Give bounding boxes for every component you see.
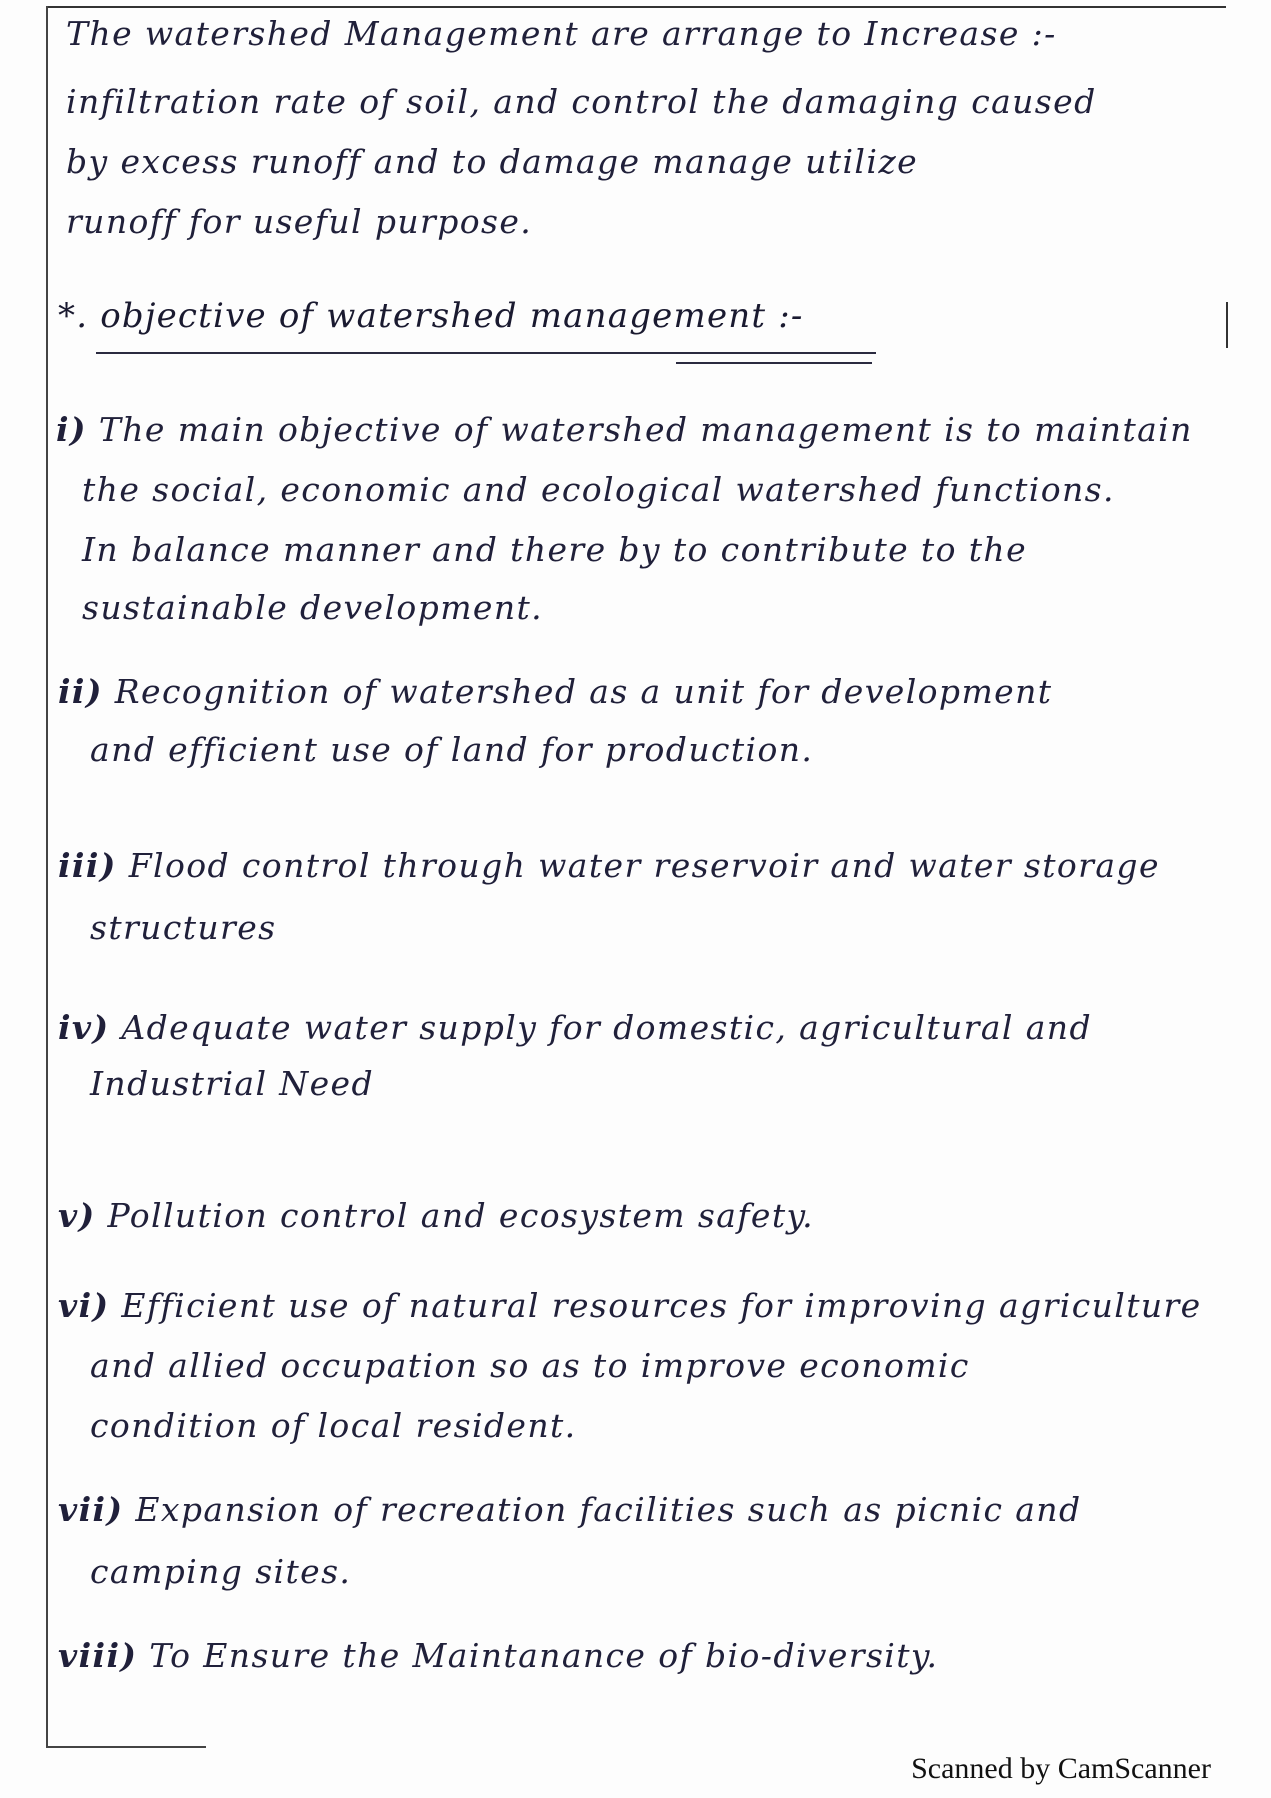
heading-double-underline [676, 362, 872, 364]
page-top-border [46, 6, 1226, 8]
objective-6-line-2: and allied occupation so as to improve economic [90, 1346, 970, 1385]
right-margin-mark [1226, 302, 1228, 348]
objective-8-number: viii) [58, 1636, 138, 1675]
objective-1-number: i) [56, 410, 87, 449]
objective-1-line-3: In balance manner and there by to contribute to the [82, 530, 1027, 569]
intro-line-4: runoff for useful purpose. [66, 202, 533, 241]
objective-1-line-1: i) The main objective of watershed management is to maintain [56, 410, 1193, 449]
objective-3-number: iii) [58, 846, 117, 885]
objective-2-line-2: and efficient use of land for production. [90, 730, 814, 769]
objective-7-number: vii) [58, 1490, 124, 1529]
objective-6-line-1: vi) Efficient use of natural resources for improving agriculture [58, 1286, 1202, 1325]
objective-4-line-1: iv) Adequate water supply for domestic, agricultural and [58, 1008, 1092, 1047]
page-left-margin-line [46, 6, 48, 1746]
objective-2-line-1: ii) Recognition of watershed as a unit for development [58, 672, 1053, 711]
objective-6-number: vi) [58, 1286, 110, 1325]
objective-3-line-2: structures [90, 908, 277, 947]
objective-3-line-1: iii) Flood control through water reservoir and water storage [58, 846, 1160, 885]
objective-4-number: iv) [58, 1008, 110, 1047]
objective-6-line-3: condition of local resident. [90, 1406, 577, 1445]
objective-4-line-2: Industrial Need [90, 1064, 374, 1103]
objective-7-line-2: camping sites. [90, 1552, 352, 1591]
intro-line-2: infiltration rate of soil, and control the damaging caused [66, 82, 1097, 121]
page-bottom-border [46, 1746, 206, 1748]
objective-2-number: ii) [58, 672, 103, 711]
objective-1-line-4: sustainable development. [82, 588, 544, 627]
objective-8-line-1: viii) To Ensure the Maintanance of bio-diversity. [58, 1636, 939, 1675]
objective-7-line-1: vii) Expansion of recreation facilities such as picnic and [58, 1490, 1082, 1529]
objective-5-line-1: v) Pollution control and ecosystem safety. [58, 1196, 815, 1235]
camscanner-footer: Scanned by CamScanner [911, 1752, 1211, 1785]
section-heading: *. objective of watershed management :- [58, 296, 804, 336]
objective-5-number: v) [58, 1196, 96, 1235]
heading-underline [96, 352, 876, 354]
objective-1-line-2: the social, economic and ecological watershed functions. [82, 470, 1115, 509]
intro-line-1: The watershed Management are arrange to Increase :- [66, 14, 1057, 53]
intro-line-3: by excess runoff and to damage manage utilize [66, 142, 919, 181]
